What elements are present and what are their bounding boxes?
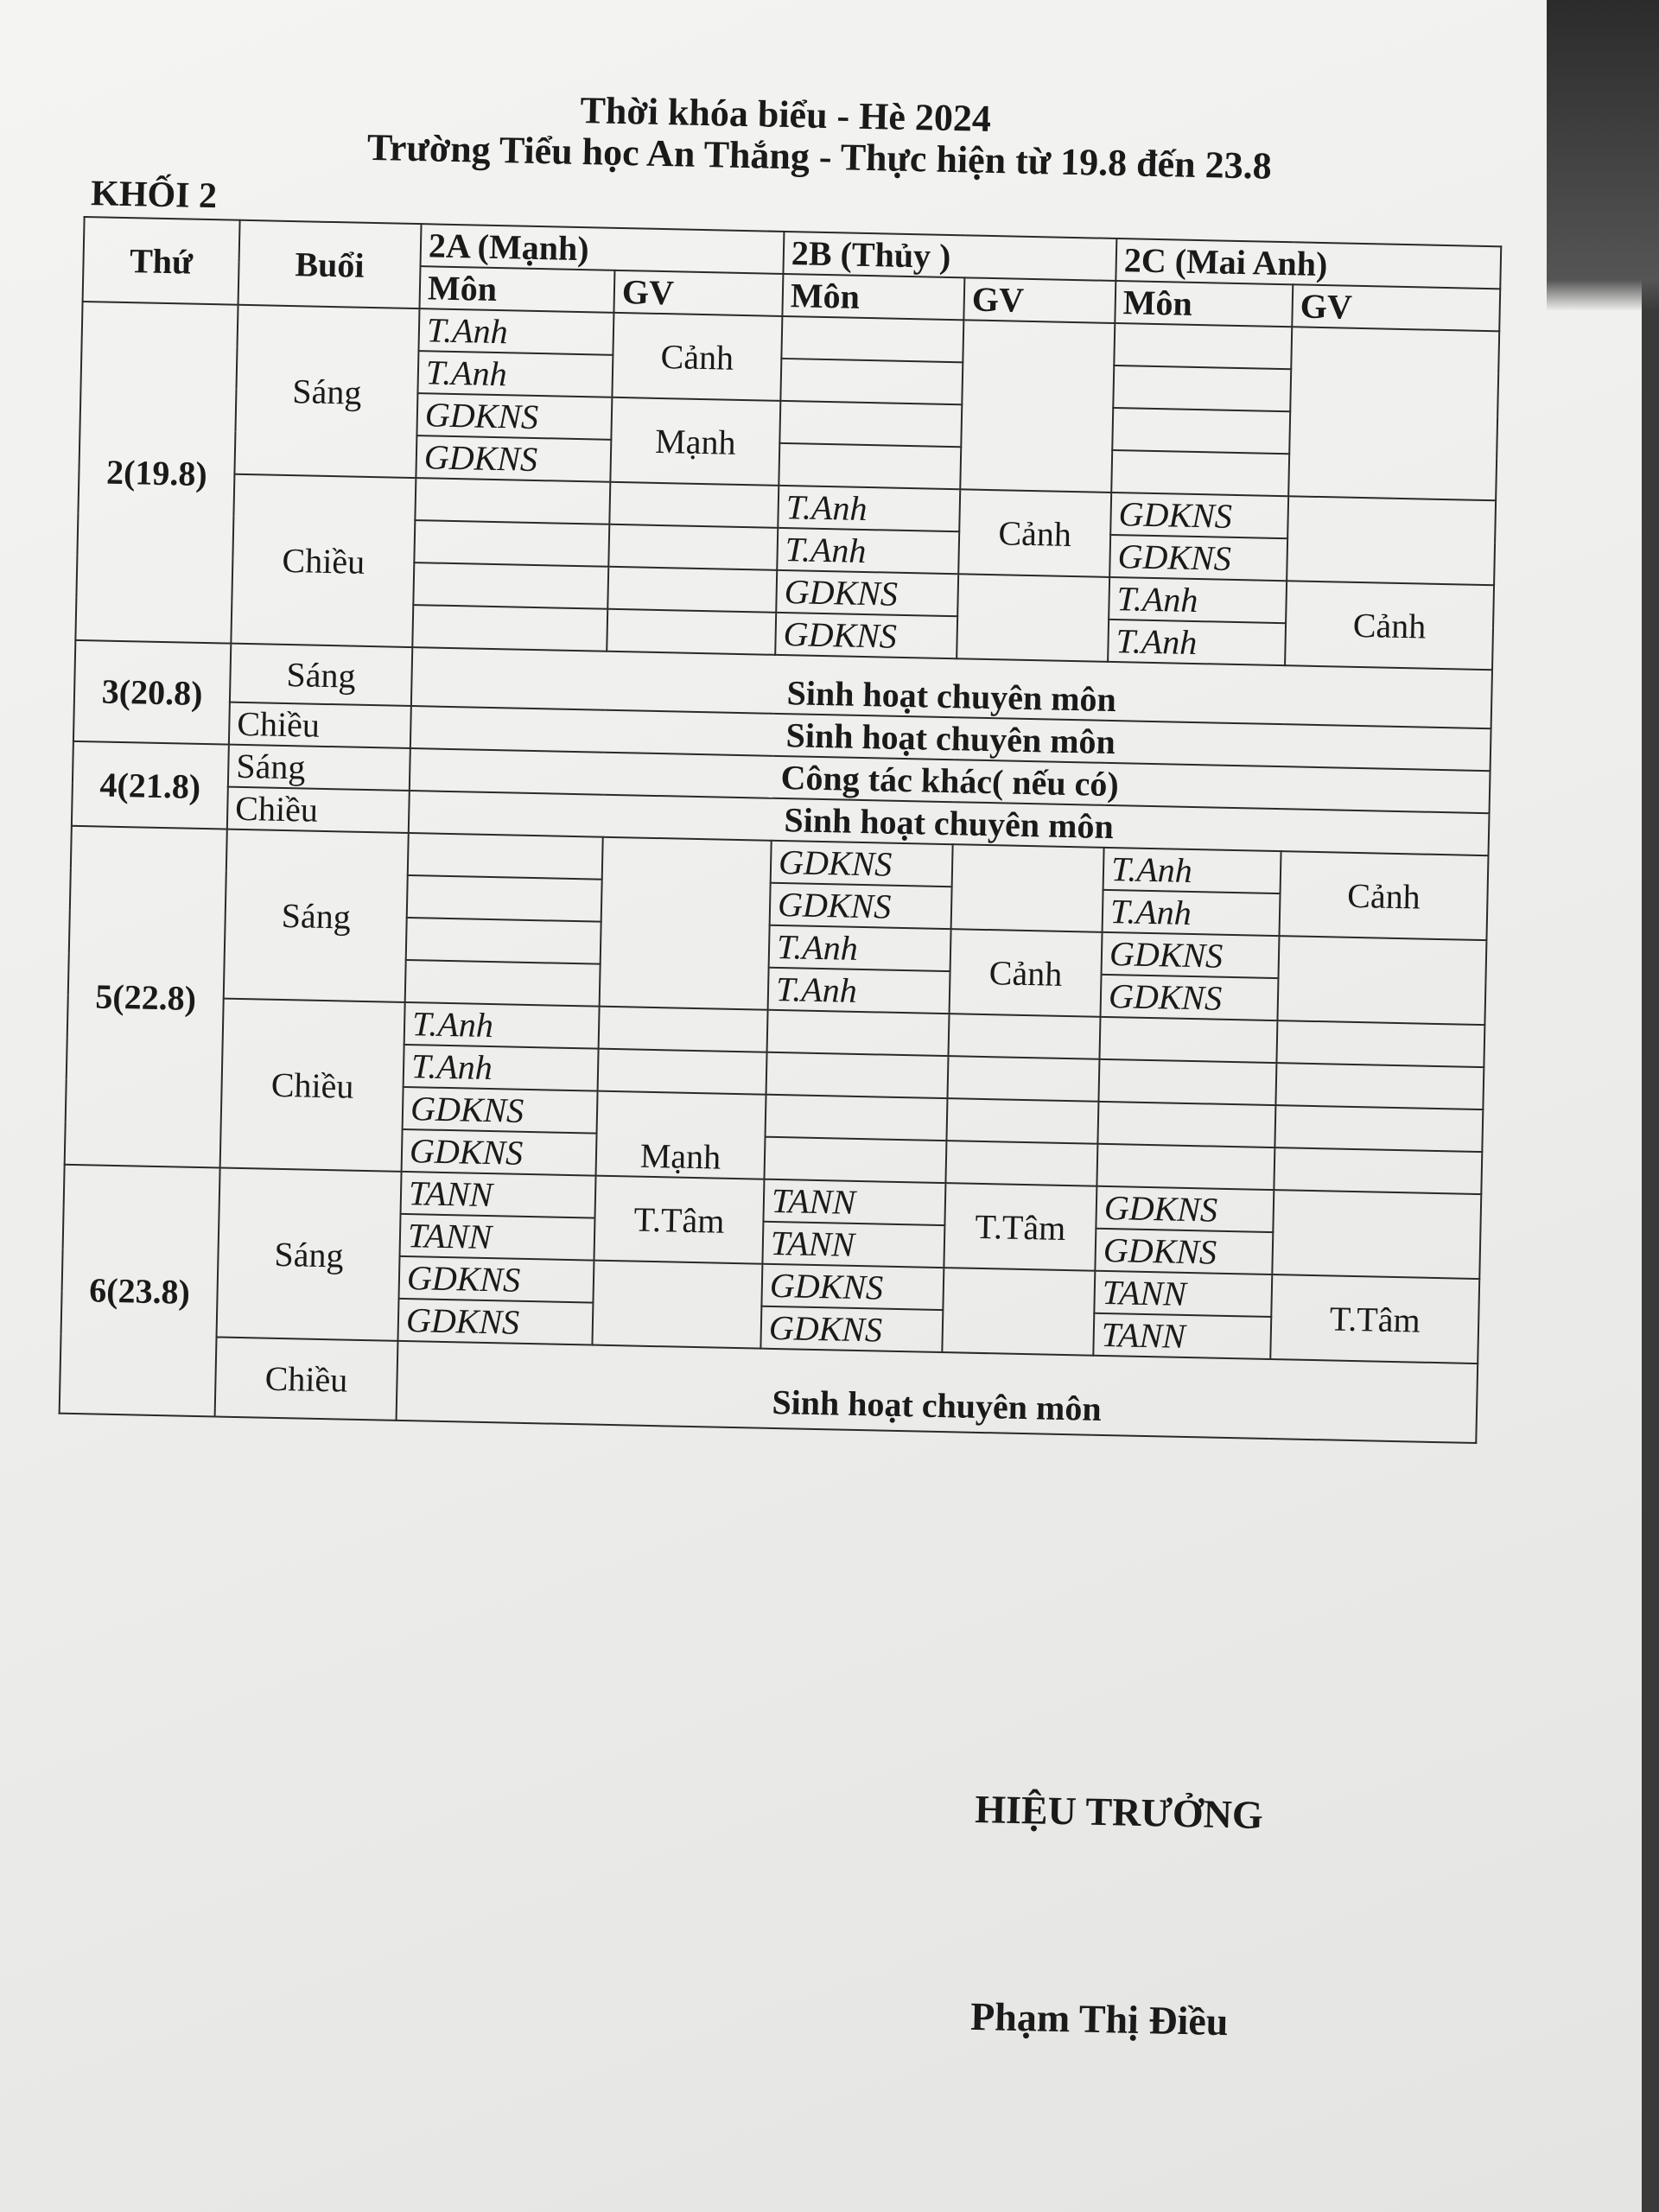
merged-activity: Công tác khác( nếu có) (410, 748, 1491, 813)
header-gv-2c: GV (1292, 284, 1500, 331)
subject-cell: T.Anh (1108, 620, 1286, 665)
day-cell: 2(19.8) (75, 302, 238, 644)
empty-cell (600, 837, 772, 1010)
empty-cell (766, 1095, 948, 1141)
header-gv-2b: GV (963, 277, 1116, 323)
teacher-cell: Cảnh (958, 489, 1111, 577)
background-edge (1547, 0, 1659, 311)
subject-cell: T.Anh (418, 308, 613, 355)
empty-cell (405, 960, 601, 1007)
session-cell: Chiều (227, 787, 410, 833)
empty-cell (942, 1268, 1095, 1356)
empty-cell (1275, 1063, 1484, 1109)
header-mon-2b: Môn (782, 274, 964, 320)
header-class-2a: 2A (Mạnh) (421, 224, 785, 274)
empty-cell (960, 320, 1115, 493)
empty-cell (780, 359, 963, 404)
signature-name: Phạm Thị Điều (969, 1993, 1229, 2044)
teacher-cell: T.Tâm (1270, 1274, 1479, 1363)
empty-cell (598, 1049, 767, 1095)
empty-cell (412, 605, 607, 652)
subject-cell: TANN (400, 1214, 595, 1261)
subject-cell: GDKNS (1096, 1186, 1274, 1232)
subject-cell: GDKNS (1101, 975, 1279, 1020)
subject-cell: GDKNS (416, 435, 611, 482)
teacher-cell: Cảnh (950, 929, 1103, 1017)
subject-cell: GDKNS (397, 1299, 593, 1345)
empty-cell (1274, 1147, 1482, 1194)
day-cell: 4(21.8) (72, 741, 229, 830)
session-cell: Sáng (217, 1168, 402, 1341)
page-subtitle: Trường Tiểu học An Thắng - Thực hiện từ 19.8 đến 23.8 (366, 125, 1273, 188)
subject-cell: GDKNS (398, 1256, 594, 1303)
subject-cell: T.Anh (1103, 848, 1281, 893)
subject-cell: GDKNS (760, 1306, 943, 1352)
subject-cell: GDKNS (761, 1264, 944, 1310)
empty-cell (414, 520, 609, 567)
empty-cell (1114, 323, 1292, 369)
session-cell: Chiều (215, 1337, 398, 1420)
subject-cell: TANN (1093, 1313, 1271, 1359)
session-cell: Chiều (220, 999, 405, 1172)
empty-cell (1112, 408, 1290, 454)
signature-role: HIỆU TRƯỞNG (974, 1786, 1264, 1837)
empty-cell (945, 1141, 1097, 1186)
empty-cell (607, 609, 776, 655)
empty-cell (1113, 365, 1291, 411)
subject-cell: T.Anh (1103, 890, 1281, 936)
empty-cell (946, 1098, 1098, 1144)
empty-cell (1111, 450, 1289, 496)
subject-cell: GDKNS (776, 570, 958, 616)
session-cell: Sáng (228, 745, 410, 791)
empty-cell (1276, 1020, 1484, 1067)
teacher-cell: T.Tâm (594, 1176, 764, 1264)
subject-cell: T.Anh (1109, 577, 1287, 623)
subject-cell: GDKNS (1102, 932, 1280, 978)
empty-cell (779, 443, 961, 489)
subject-cell: GDKNS (403, 1087, 598, 1134)
subject-cell: T.Anh (777, 528, 959, 574)
subject-cell: GDKNS (1110, 493, 1288, 538)
empty-cell (951, 844, 1104, 932)
empty-cell (592, 1261, 762, 1349)
day-cell: 6(23.8) (60, 1165, 220, 1417)
empty-cell (949, 1014, 1101, 1059)
subject-cell: GDKNS (1095, 1229, 1273, 1274)
empty-cell (599, 1007, 768, 1052)
header-mon-2c: Môn (1115, 281, 1293, 327)
merged-activity: Sinh hoạt chuyên môn (411, 647, 1492, 728)
merged-activity: Sinh hoạt chuyên môn (397, 1341, 1478, 1443)
day-cell: 3(20.8) (73, 640, 231, 745)
empty-cell (1098, 1059, 1276, 1105)
subject-cell: TANN (1094, 1271, 1272, 1317)
empty-cell (607, 567, 777, 613)
timetable-sheet (43, 78, 1512, 2181)
page-title: Thời khóa biểu - Hè 2024 (580, 88, 992, 140)
empty-cell (947, 1056, 1099, 1102)
header-class-2b: 2B (Thủy ) (783, 232, 1116, 281)
empty-cell (413, 563, 608, 609)
empty-cell (608, 524, 778, 570)
session-cell: Chiều (231, 474, 416, 647)
header-buoi: Buổi (238, 220, 422, 308)
session-cell: Sáng (224, 830, 409, 1002)
empty-cell (781, 316, 963, 362)
subject-cell: TANN (401, 1172, 596, 1218)
subject-cell: T.Anh (404, 1002, 600, 1049)
teacher-cell: Mạnh (610, 397, 780, 486)
teacher-cell: Mạnh (596, 1091, 766, 1179)
header-mon-2a: Môn (419, 266, 614, 313)
subject-cell: T.Anh (404, 1045, 599, 1091)
subject-cell: T.Anh (778, 486, 960, 531)
subject-cell: GDKNS (775, 613, 957, 658)
teacher-cell: Cảnh (1285, 581, 1494, 670)
empty-cell (1099, 1017, 1277, 1063)
empty-cell (1287, 496, 1496, 585)
timetable (59, 216, 1503, 1444)
empty-cell (407, 875, 602, 922)
empty-cell (1272, 1190, 1481, 1279)
empty-cell (406, 918, 601, 964)
grade-label: KHỐI 2 (90, 174, 218, 217)
teacher-cell: Cảnh (612, 313, 782, 401)
subject-cell: GDKNS (402, 1129, 597, 1176)
empty-cell (1274, 1105, 1483, 1152)
session-cell: Sáng (234, 305, 419, 478)
empty-cell (408, 833, 603, 880)
empty-cell (779, 401, 962, 447)
subject-cell: GDKNS (416, 393, 612, 440)
teacher-cell: T.Tâm (944, 1183, 1096, 1271)
merged-activity: Sinh hoạt chuyên môn (410, 706, 1491, 771)
empty-cell (764, 1137, 946, 1183)
subject-cell: TANN (762, 1222, 944, 1268)
empty-cell (766, 1052, 949, 1098)
day-cell: 5(22.8) (65, 826, 227, 1168)
header-class-2c: 2C (Mai Anh) (1116, 238, 1501, 289)
subject-cell: GDKNS (771, 841, 953, 887)
subject-cell: TANN (763, 1179, 945, 1225)
teacher-cell: Cảnh (1280, 851, 1489, 940)
header-gv-2a: GV (613, 270, 783, 316)
empty-cell (1277, 936, 1486, 1025)
empty-cell (609, 482, 779, 528)
empty-cell (1096, 1144, 1274, 1190)
empty-cell (1097, 1102, 1275, 1147)
subject-cell: T.Anh (417, 351, 613, 397)
subject-cell: GDKNS (1109, 535, 1287, 581)
empty-cell (415, 478, 610, 524)
session-cell: Sáng (230, 644, 412, 706)
subject-cell: T.Anh (769, 925, 951, 971)
empty-cell (957, 574, 1109, 662)
empty-cell (767, 1010, 950, 1056)
session-cell: Chiều (229, 702, 411, 748)
merged-activity: Sinh hoạt chuyên môn (409, 791, 1490, 855)
header-thu: Thứ (83, 217, 240, 305)
subject-cell: GDKNS (770, 883, 952, 929)
subject-cell: T.Anh (768, 968, 950, 1014)
empty-cell (1288, 327, 1499, 500)
